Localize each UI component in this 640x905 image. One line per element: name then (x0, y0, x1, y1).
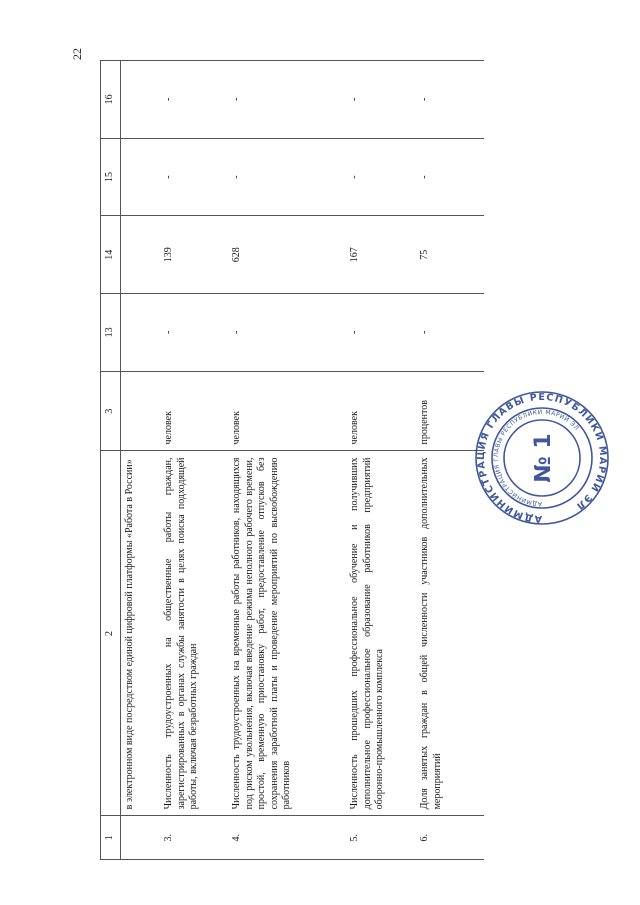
header-col-15: 15 (101, 138, 121, 216)
stamp-outer-text: АДМИНИСТРАЦИЯ ГЛАВЫ РЕСПУБЛИКИ МАРИЙ ЭЛ (475, 391, 609, 525)
row-number: 4. (228, 816, 346, 860)
row-value-14: 75 (416, 216, 484, 294)
row-value-13: - (228, 294, 346, 372)
row-unit (120, 371, 160, 451)
row-value-15: - (160, 138, 228, 216)
indicators-table (100, 60, 484, 860)
header-col-16: 16 (101, 61, 121, 139)
row-unit: человек (346, 371, 416, 451)
row-number: 6. (416, 816, 484, 860)
row-description: Численность прошедших профессиональное обучение и получивших дополнительное профессиональное образование работников предприятий оборонно-промышленного комплекса (346, 451, 416, 816)
row-unit: человек (228, 371, 346, 451)
header-col-1: 1 (101, 816, 121, 860)
row-value-14: 167 (346, 216, 416, 294)
row-value-15: - (416, 138, 484, 216)
stamp-inner-text: АДМИНИСТРАЦИЯ ГЛАВЫ РЕСПУБЛИКИ МАРИЙ ЭЛ (492, 408, 581, 508)
row-value-14: 628 (228, 216, 346, 294)
header-col-2: 2 (101, 451, 121, 816)
row-description: Доля занятых граждан в общей численности участников дополнительных мероприятий (416, 451, 484, 816)
row-description: Численность трудоустроенных на временные работы работников, находящихся под риском увольнения, включая введение режима неполного рабочего времени, простой, временную приостановку работ, предоставление отпусков без сохранения заработной платы и проведение мероприятий по высвобождению работников (228, 451, 346, 816)
row-value-13: - (160, 294, 228, 372)
row-description: Численность трудоустроенных на общественные работы граждан, зарегистрированных в органах службы занятости в целях поиска подходящей работы, включая безработных граждан (160, 451, 228, 816)
page-number: 22 (70, 48, 84, 60)
row-value-14 (120, 216, 160, 294)
row-value-13 (120, 294, 160, 372)
row-unit: процентов (416, 371, 484, 451)
header-row (101, 61, 121, 860)
row-value-16: - (228, 61, 346, 139)
header-col-14: 14 (101, 216, 121, 294)
row-value-16: - (416, 61, 484, 139)
row-number: 5. (346, 816, 416, 860)
row-value-16 (120, 61, 160, 139)
table-row (120, 61, 160, 860)
header-col-13: 13 (101, 294, 121, 372)
row-value-15: - (346, 138, 416, 216)
table-row (228, 61, 346, 860)
row-value-15: - (228, 138, 346, 216)
table-row (346, 61, 416, 860)
row-value-16: - (346, 61, 416, 139)
row-value-14: 139 (160, 216, 228, 294)
stamp-number: № 1 (531, 433, 556, 483)
row-value-15 (120, 138, 160, 216)
table-row (160, 61, 228, 860)
row-value-13: - (416, 294, 484, 372)
row-value-16: - (160, 61, 228, 139)
row-value-13: - (346, 294, 416, 372)
header-col-3: 3 (101, 371, 121, 451)
row-unit: человек (160, 371, 228, 451)
row-number: 3. (160, 816, 228, 860)
row-number (120, 816, 160, 860)
row-description: в электронном виде посредством единой цифровой платформы «Работа в России» (120, 451, 160, 816)
official-seal-stamp (474, 390, 610, 526)
